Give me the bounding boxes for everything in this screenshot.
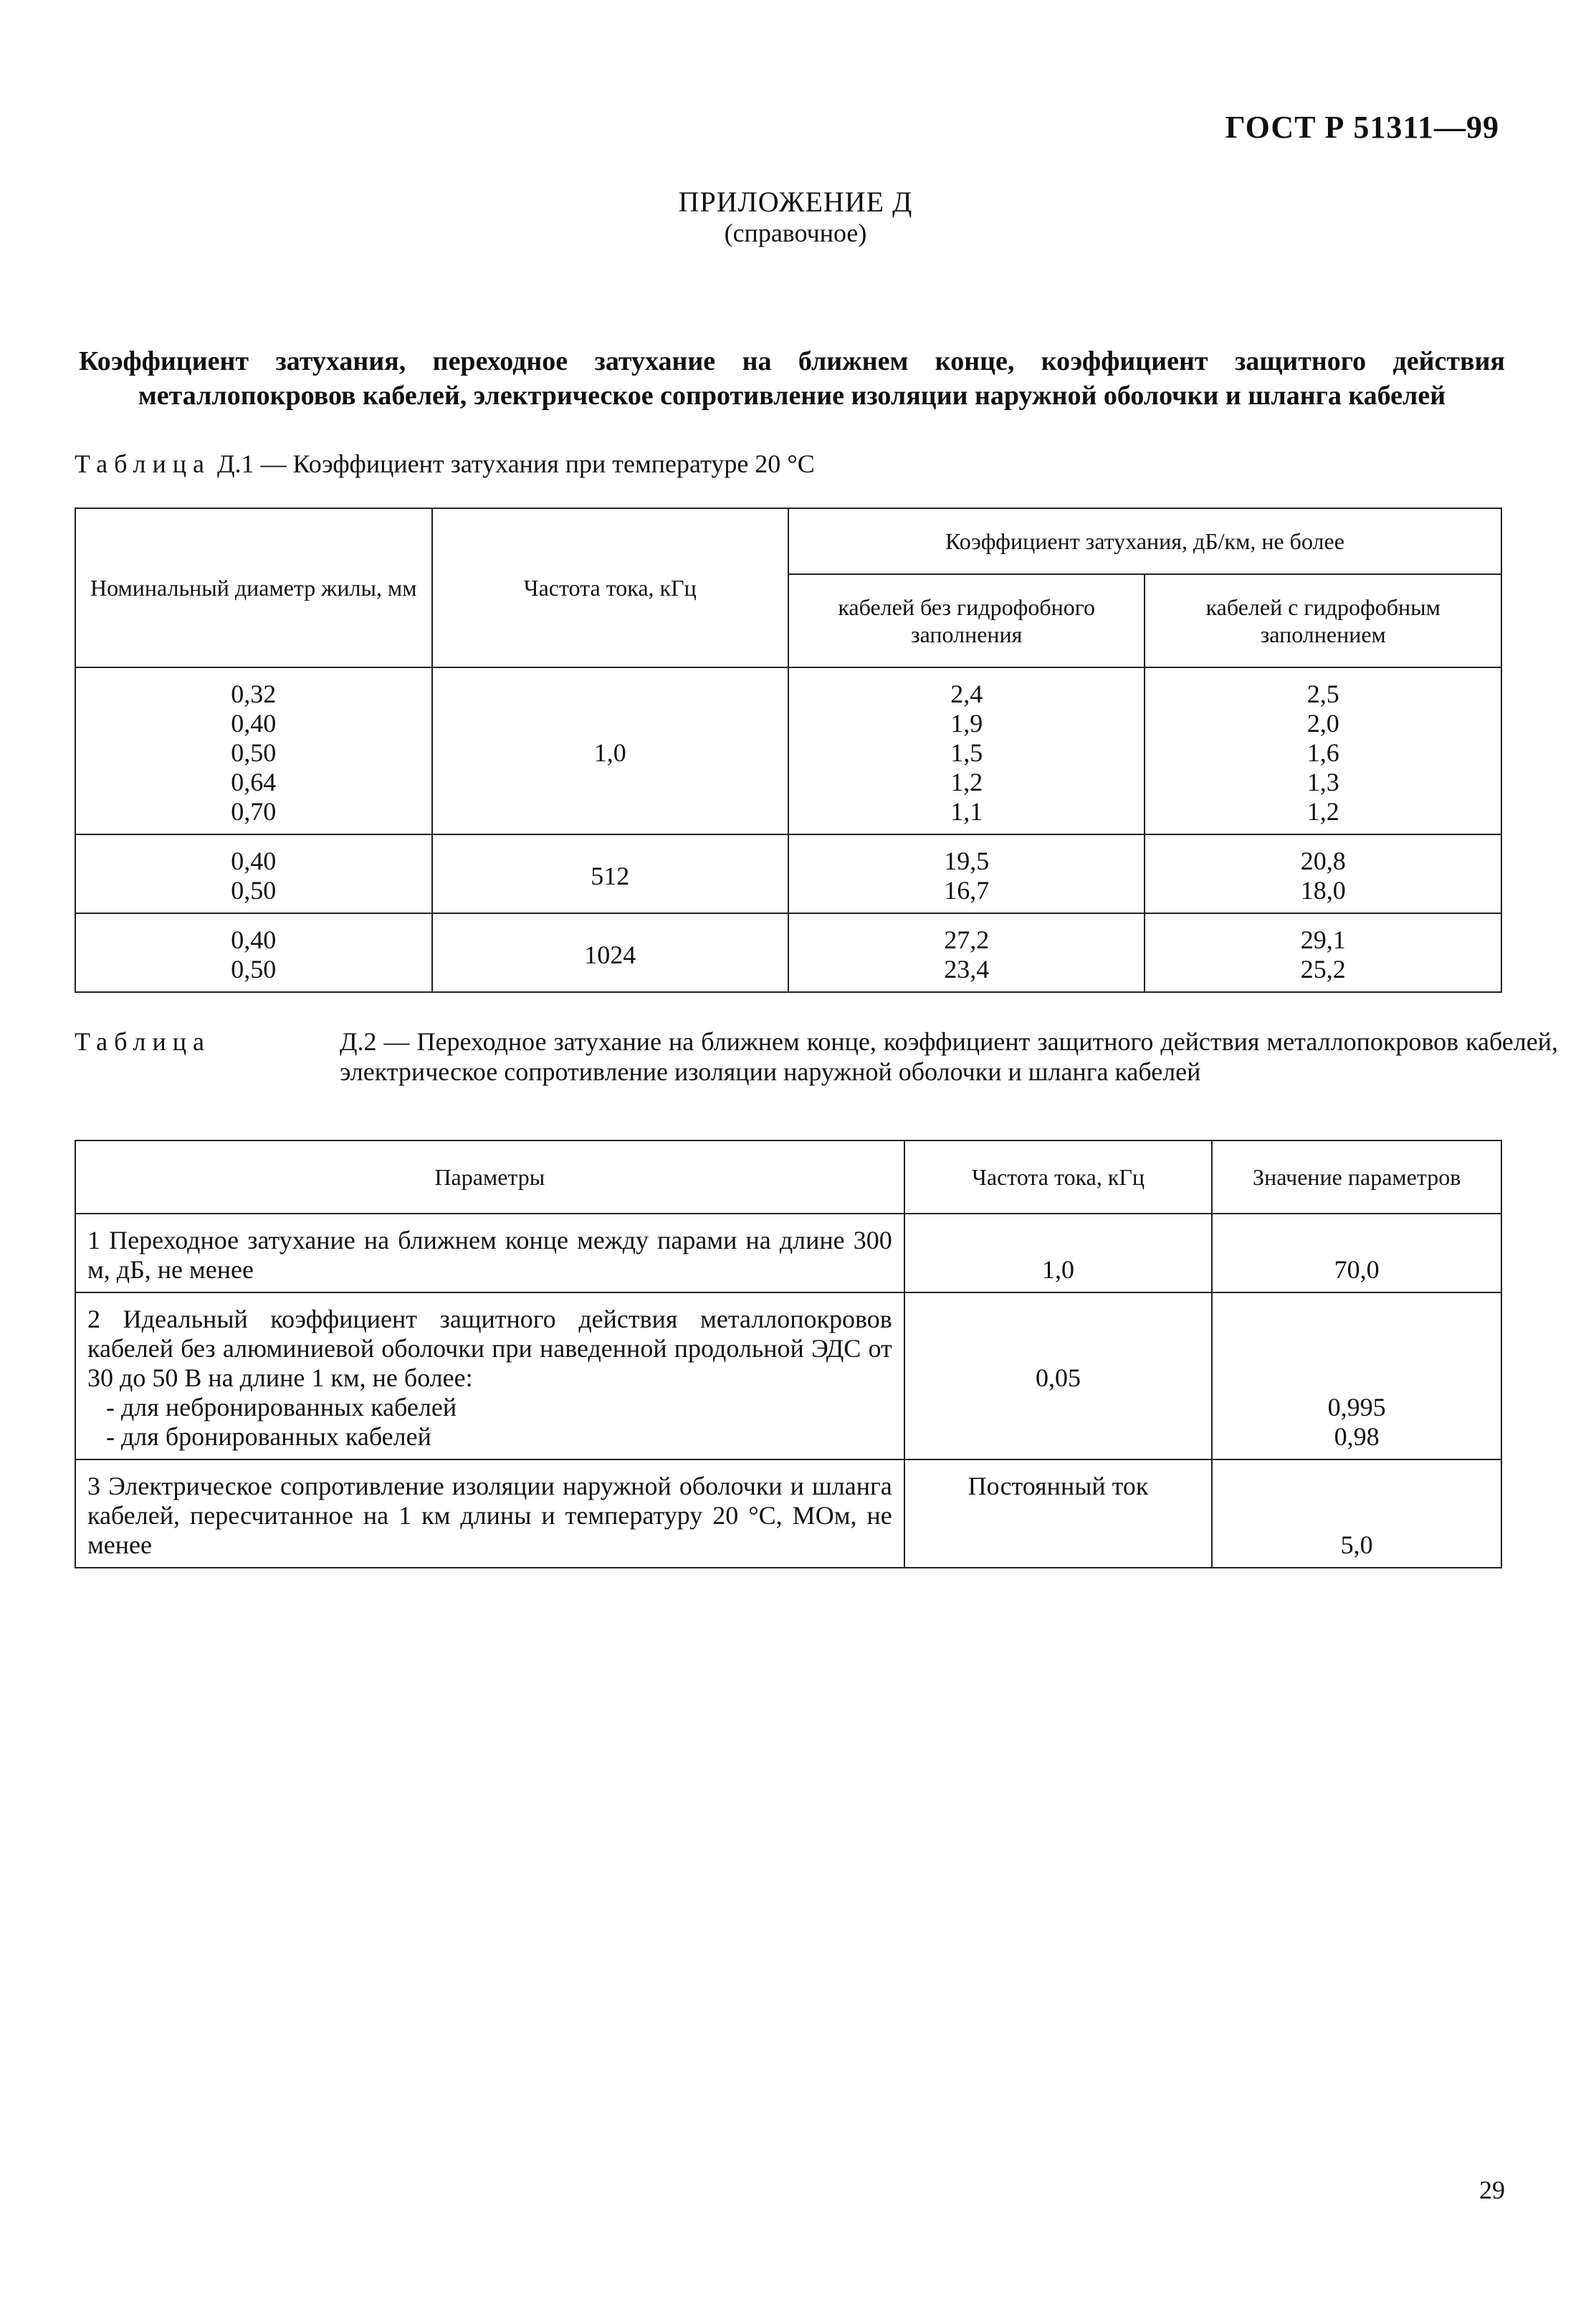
table-row (75, 667, 1501, 834)
value: 1,9 (950, 709, 983, 738)
value: 0,32 (231, 680, 277, 708)
param-cell (75, 1214, 904, 1292)
frequency-value: 1,0 (1042, 1255, 1075, 1284)
value-cell (1212, 1214, 1501, 1292)
attenuation-table (75, 508, 1502, 993)
page-number: 29 (1479, 2176, 1505, 2204)
header-with-filling: кабелей с гидрофобным заполнением (1145, 574, 1501, 667)
value: 0,70 (231, 797, 277, 826)
value: 19,5 (944, 847, 990, 875)
param-cell (75, 1459, 904, 1568)
appendix-subtitle: (справочное) (724, 219, 867, 247)
header-frequency: Частота тока, кГц (432, 508, 788, 667)
frequency-cell (904, 1292, 1213, 1459)
value: 23,4 (944, 955, 990, 984)
value: 1,2 (950, 768, 983, 796)
header-without-filling: кабелей без гидрофобного заполнения (788, 574, 1145, 667)
with-filling-cell (1145, 667, 1501, 834)
value-text (1213, 1460, 1501, 1567)
value-text (1213, 1293, 1501, 1459)
parameters-table (75, 1140, 1502, 1568)
param-cell (75, 1292, 904, 1459)
with-filling-cell (1145, 834, 1501, 913)
param-value: 5,0 (1340, 1530, 1373, 1559)
param-sub-item: - для бронированных кабелей (106, 1422, 431, 1451)
diameter-cell (75, 834, 432, 913)
value: 29,1 (1300, 925, 1346, 954)
value: 0,64 (231, 768, 277, 796)
value: 25,2 (1300, 955, 1346, 984)
value: 0,40 (231, 847, 277, 875)
param-text: 1 Переходное затухание на ближнем конце между парами на длине 300 м, дБ, не менее (87, 1226, 892, 1284)
table-row (75, 1292, 1501, 1459)
value: 2,0 (1306, 709, 1339, 738)
value: 1,1 (950, 797, 983, 826)
value: 0,50 (231, 955, 277, 984)
frequency-cell (904, 1214, 1213, 1292)
without-filling-cell (788, 834, 1145, 913)
frequency-text (905, 1293, 1212, 1400)
value: 1,3 (1306, 768, 1339, 796)
standard-code: ГОСТ Р 51311—99 (1225, 110, 1499, 145)
header-params: Параметры (75, 1140, 904, 1214)
param-block (87, 1293, 892, 1459)
table2-caption-label (75, 1027, 211, 1057)
value: 18,0 (1300, 876, 1346, 905)
value: 2,4 (950, 680, 983, 708)
table1-caption-label: Таблица (75, 449, 211, 478)
value: 0,40 (231, 925, 277, 954)
table1-caption-text: Д.1 — Коэффициент затухания при температуре 20 °С (216, 449, 815, 478)
param-value: 70,0 (1334, 1255, 1380, 1284)
without-filling-cell (788, 667, 1145, 834)
value: 0,40 (231, 709, 277, 738)
diameter-cell (75, 667, 432, 834)
header-frequency: Частота тока, кГц (904, 1140, 1213, 1214)
value: 1,5 (950, 738, 983, 767)
value: 1,6 (1306, 738, 1339, 767)
header-attenuation: Коэффициент затухания, дБ/км, не более (788, 508, 1501, 574)
header-diameter: Номинальный диаметр жилы, мм (75, 508, 432, 667)
with-filling-cell (1145, 913, 1501, 992)
table-row (75, 913, 1501, 992)
frequency-text (905, 1214, 1212, 1292)
value: 1,2 (1306, 797, 1339, 826)
value: 16,7 (944, 876, 990, 905)
value-text (1213, 1214, 1501, 1292)
param-sub-item: - для небронированных кабелей (106, 1393, 457, 1421)
without-filling-cell (788, 913, 1145, 992)
frequency-cell: 512 (432, 834, 788, 913)
table-row (75, 834, 1501, 913)
frequency-cell (904, 1459, 1213, 1568)
diameter-cell (75, 913, 432, 992)
param-text: 2 Идеальный коэффициент защитного действия металлопокровов кабелей без алюминиевой оболочки при наведенной продольной ЭДС от 30 до 50 В на длине 1 км, не более: (87, 1305, 892, 1392)
table-row (75, 1459, 1501, 1568)
frequency-cell: 1,0 (432, 667, 788, 834)
value: 0,50 (231, 738, 277, 767)
param-value: 0,995 (1327, 1393, 1386, 1421)
value: 0,50 (231, 876, 277, 905)
frequency-text: Постоянный ток (968, 1472, 1149, 1500)
param-value: 0,98 (1334, 1422, 1380, 1451)
section-heading: Коэффициент затухания, переходное затухание на ближнем конце, коэффициент защитного действия металлопокровов кабелей, электрическое сопротивление изоляции наружной оболочки и шланга кабелей (79, 346, 1505, 411)
appendix-title: ПРИЛОЖЕНИЕ Д (678, 186, 913, 218)
value-cell (1212, 1292, 1501, 1459)
header-value: Значение параметров (1212, 1140, 1501, 1214)
value: 20,8 (1300, 847, 1346, 875)
value: 2,5 (1306, 680, 1339, 708)
value-cell (1212, 1459, 1501, 1568)
table-row (75, 1214, 1501, 1292)
table2-caption-text: Д.2 — Переходное затухание на ближнем конце, коэффициент защитного действия металлопокровов кабелей, электрическое сопротивление изоляции наружной оболочки и шланга кабелей (340, 1027, 1558, 1086)
value: 27,2 (944, 925, 990, 954)
param-text: 3 Электрическое сопротивление изоляции наружной оболочки и шланга кабелей, пересчитанное на 1 км длины и температуру 20 °С, МОм, не менее (87, 1472, 892, 1559)
frequency-value: 0,05 (1036, 1363, 1081, 1392)
caption-label-word: Таблица (75, 1027, 211, 1056)
frequency-cell: 1024 (432, 913, 788, 992)
table1-caption (75, 449, 815, 479)
